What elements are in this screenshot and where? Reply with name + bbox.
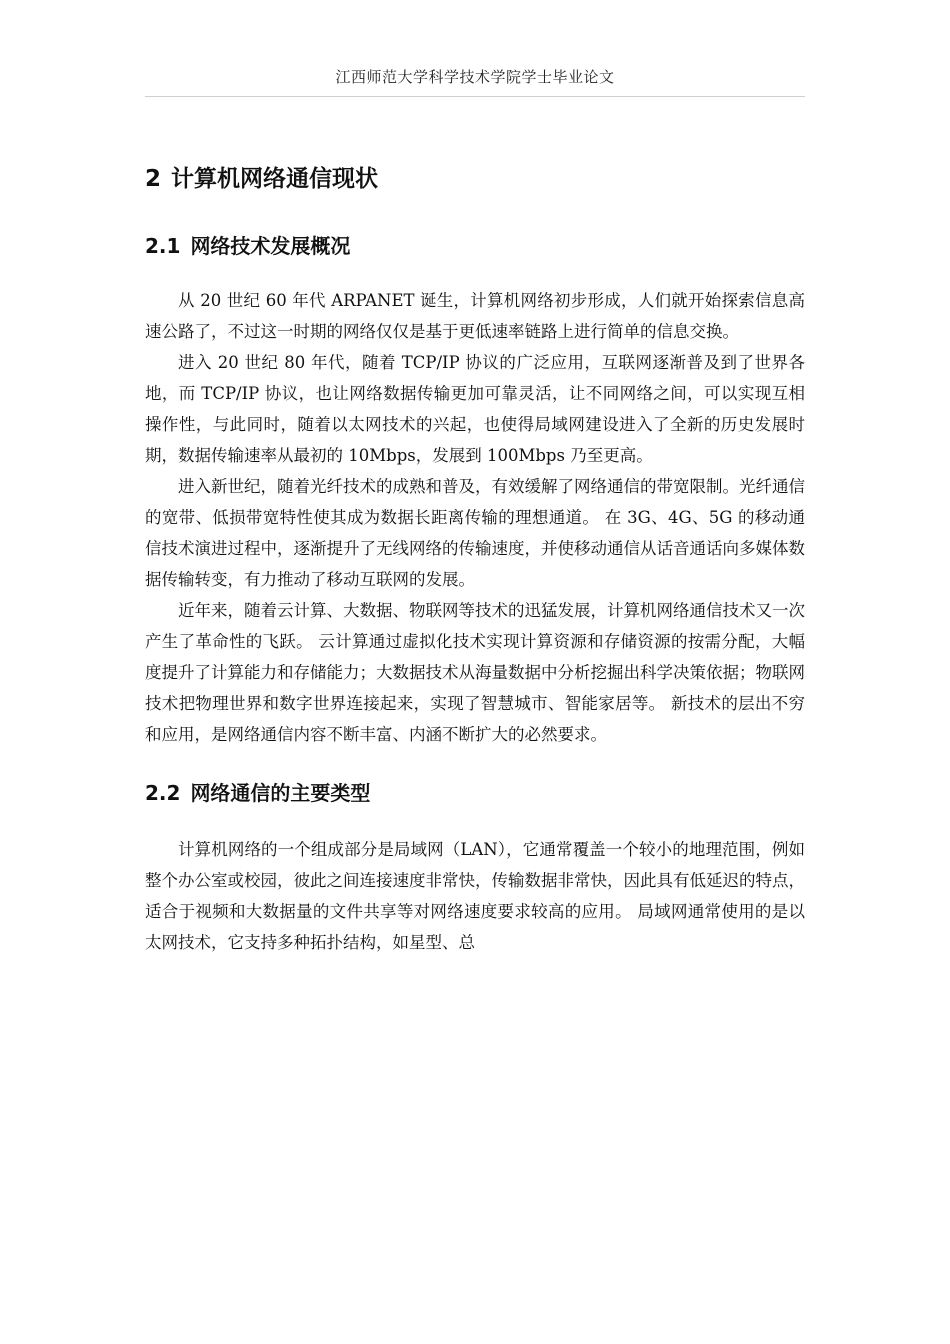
chapter-heading <box>145 158 805 200</box>
section-heading-2-1 <box>145 226 805 266</box>
section-title: 网络技术发展概况 <box>190 234 351 258</box>
paragraph: 近年来，随着云计算、大数据、物联网等技术的迅猛发展，计算机网络通信技术又一次产生了革命性的飞跃。 云计算通过虚拟化技术实现计算资源和存储资源的按需分配，大幅度提升了计算能力和存储能力；大数据技术从海量数据中分析挖掘出科学决策依据；物联网技术把物理世界和数字世界连接起来，实现了智慧城市、智能家居等。 新技术的层出不穷和应用，是网络通信内容不断丰富、内涵不断扩大的必然要求。 <box>145 601 805 744</box>
chapter-number: 2 <box>145 166 162 192</box>
page-body <box>145 158 805 958</box>
chapter-title: 计算机网络通信现状 <box>171 166 379 192</box>
section-heading-2-2 <box>145 773 805 813</box>
section-number: 2.1 <box>145 234 181 258</box>
paragraph: 从 20 世纪 60 年代 ARPANET 诞生，计算机网络初步形成，人们就开始探索信息高速公路了，不过这一时期的网络仅仅是基于更低速率链路上进行简单的信息交换。 <box>145 291 805 341</box>
paragraph: 进入 20 世纪 80 年代，随着 TCP/IP 协议的广泛应用，互联网逐渐普及到了世界各地，而 TCP/IP 协议，也让网络数据传输更加可靠灵活，让不同网络之间，可以实现互相操作性，与此同时，随着以太网技术的兴起，也使得局域网建设进入了全新的历史发展时期，数据传输速率从最初的 10Mbps，发展到 100Mbps 乃至更高。 <box>145 353 805 465</box>
paragraph: 计算机网络的一个组成部分是局域网（LAN），它通常覆盖一个较小的地理范围，例如整个办公室或校园，彼此之间连接速度非常快，传输数据非常快，因此具有低延迟的特点，适合于视频和大数据量的文件共享等对网络速度要求较高的应用。 局域网通常使用的是以太网技术，它支持多种拓扑结构，如星型、总 <box>145 840 805 952</box>
section-number: 2.2 <box>145 781 181 805</box>
running-header: 江西师范大学科学技术学院学士毕业论文 <box>335 68 615 86</box>
header-divider <box>145 96 805 97</box>
section-title: 网络通信的主要类型 <box>190 781 371 805</box>
paragraph: 进入新世纪，随着光纤技术的成熟和普及，有效缓解了网络通信的带宽限制。光纤通信的宽带、低损带宽特性使其成为数据长距离传输的理想通道。 在 3G、4G、5G 的移动通信技术演进过程中，逐渐提升了无线网络的传输速度，并使移动通信从话音通话向多媒体数据传输转变，有力推动了移动互联网的发展。 <box>145 477 805 589</box>
